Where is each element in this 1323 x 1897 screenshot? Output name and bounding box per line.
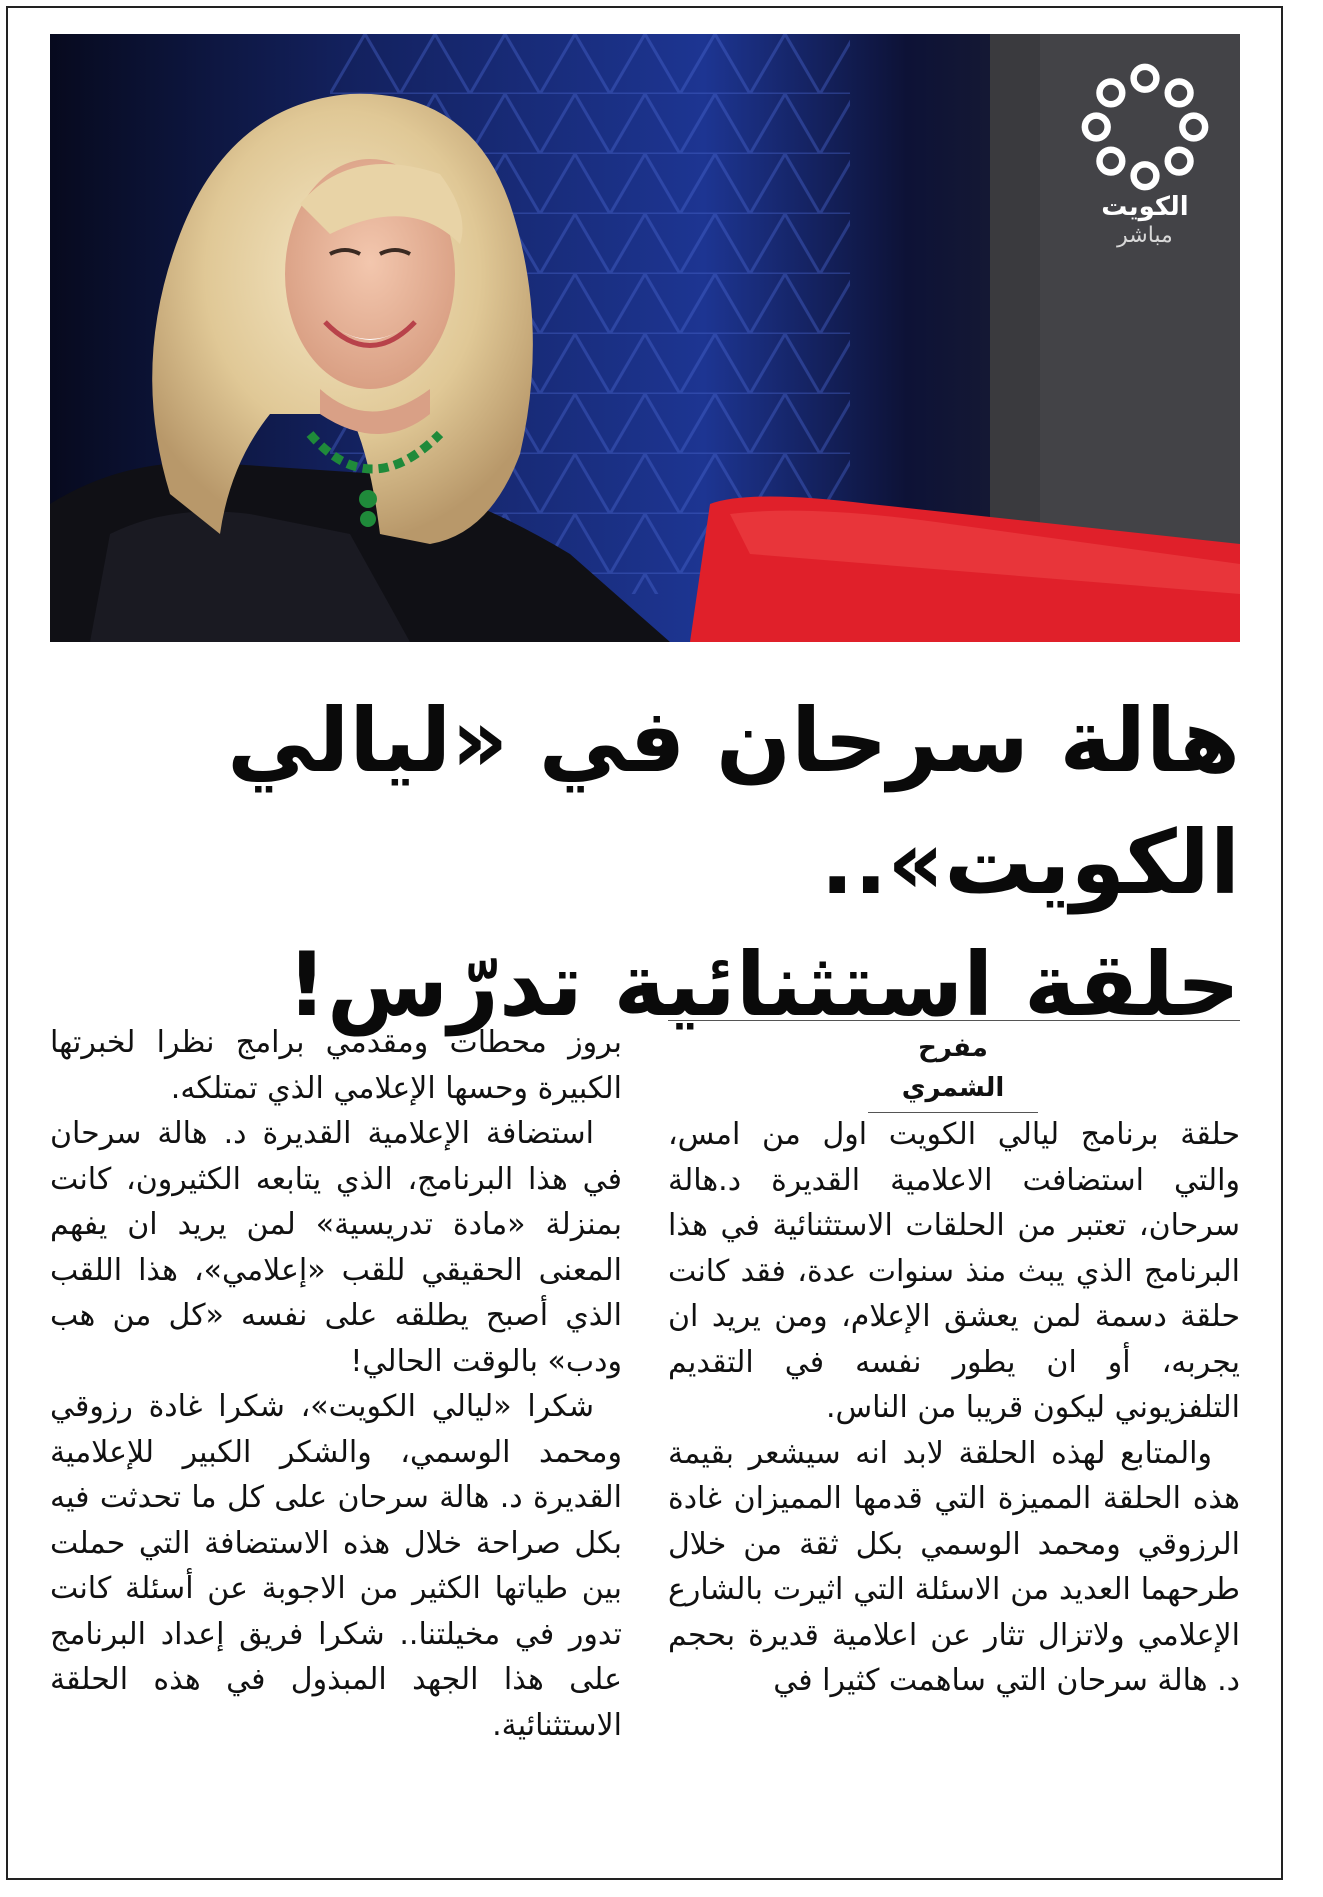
paragraph: استضافة الإعلامية القديرة د. هالة سرحان في هذا البرنامج، الذي يتابعه الكثيرون، كانت بمنزلة «مادة تدريسية» لمن يريد ان يفهم المعنى الحقيقي للقب «إعلامي»، هذا اللقب الذي أصبح يطلقه على نفسه «كل من هب ودب» بالوقت الحالي! xyxy=(50,1116,622,1379)
article-column-right xyxy=(668,1112,1240,1704)
paragraph: حلقة برنامج ليالي الكويت اول من امس، والتي استضافت الاعلامية القديرة د.هالة سرحان، تعتبر من الحلقات الاستثنائية في هذا البرنامج الذي يبث منذ سنوات عدة، فقد كانت حلقة دسمة لمن يعشق الإعلام، ومن يريد ان يجربه، أو ان يطور نفسه في التقديم التلفزيوني ليكون قريبا من الناس. xyxy=(668,1117,1240,1425)
channel-logo-icon xyxy=(1080,62,1210,192)
article-byline: مفرح الشمري xyxy=(868,1028,1038,1113)
article-photo xyxy=(50,34,1240,642)
paragraph: بروز محطات ومقدمي برامج نظرا لخبرتها الكبيرة وحسها الإعلامي الذي تمتلكه. xyxy=(50,1025,622,1106)
paragraph: شكرا «ليالي الكويت»، شكرا غادة رزوقي ومحمد الوسمي، والشكر الكبير للإعلامية القديرة د. هالة سرحان على كل ما تحدثت فيه بكل صراحة خلال هذه الاستضافة التي حملت بين طياتها الكثير من الاجوبة عن أسئلة كانت تدور في مخيلتنا.. شكرا فريق إعداد البرنامج على هذا الجهد المبذول في هذه الحلقة الاستثنائية. xyxy=(50,1389,622,1743)
channel-logo-name: الكويت xyxy=(1101,192,1189,222)
studio-photo-illustration xyxy=(50,34,1240,642)
headline-line-1: هالة سرحان في «ليالي الكويت».. xyxy=(227,689,1240,914)
headline-line-2: حلقة استثنائية تدرّس! xyxy=(286,933,1240,1036)
byline-divider xyxy=(668,1020,1240,1021)
paragraph: والمتابع لهذه الحلقة لابد انه سيشعر بقيمة هذه الحلقة المميزة التي قدمها المميزان غادة الرزوقي ومحمد الوسمي بكل ثقة من خلال طرحهما العديد من الاسئلة التي اثيرت بالشارع الإعلامي ولاتزال تثار عن اعلامية قديرة بحجم د. هالة سرحان التي ساهمت كثيرا في xyxy=(668,1435,1240,1698)
channel-logo xyxy=(1080,62,1210,250)
channel-logo-sub: مباشر xyxy=(1117,223,1173,248)
article-headline xyxy=(50,680,1240,1046)
article-column-left xyxy=(50,1020,622,1748)
